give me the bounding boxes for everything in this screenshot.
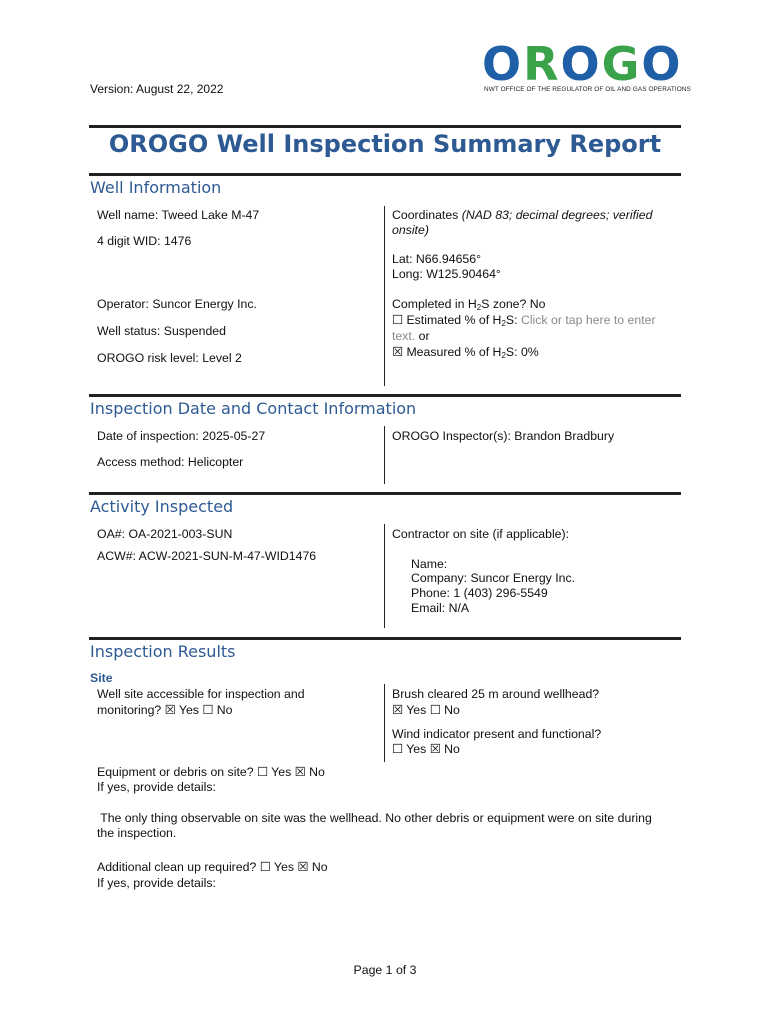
section-rule [89,492,681,495]
measured-h2s: ☒ Measured % of $H_2S$: 0% [392,345,539,360]
estimated-h2s: ☐ Estimated % of $H_2S$: Click or tap here to enter [392,313,656,328]
well-wid: 4 digit WID: 1476 [97,234,192,248]
page-number: Page 1 of 3 [353,963,417,977]
accessible-question: Well site accessible for inspection and [97,687,305,701]
latitude: Lat: N66.94656° [392,252,482,266]
equipment-details-label: If yes, provide details: [97,780,216,794]
oa-number: OA#: OA-2021-003-SUN [97,527,233,541]
inspectors: OROGO Inspector(s): Brandon Bradbury [392,429,615,443]
inspection-date: Date of inspection: 2025-05-27 [97,429,266,443]
contractor-phone: Phone: 1 (403) 296-5549 [411,586,548,600]
coordinates-note: onsite) [392,223,429,237]
section-rule [89,637,681,640]
section-well-information: Well Information [90,178,222,197]
page-title: OROGO Well Inspection Summary Report [108,130,662,158]
wind-answer[interactable]: ☐ Yes ☒ No [392,742,460,756]
equipment-details-text-cont: the inspection. [97,826,177,840]
contractor-label: Contractor on site (if applicable): [392,527,570,541]
section-activity-inspected: Activity Inspected [90,497,234,516]
column-divider [384,426,385,484]
site-label: Site [90,671,113,685]
column-divider [384,206,385,386]
section-inspection-results: Inspection Results [90,642,236,661]
estimated-h2s-input[interactable]: Click or tap here to enter [520,313,656,327]
longitude: Long: W125.90464° [392,267,501,281]
title-rule-top [89,125,681,128]
equipment-details-text: The only thing observable on site was the wellhead. No other debris or equipment were on site during [97,811,652,825]
estimated-h2s-cont: text. or [392,329,430,343]
logo-subtitle: NWT OFFICE OF THE REGULATOR OF OIL AND GAS OPERATIONS [484,86,691,93]
equipment-question[interactable]: Equipment or debris on site? ☐ Yes ☒ No [97,765,325,779]
wind-question: Wind indicator present and functional? [392,727,602,741]
coordinates-label: Coordinates (NAD 83; decimal degrees; verified [392,208,653,222]
well-status: Well status: Suspended [97,324,226,338]
well-name: Well name: Tweed Lake M-47 [97,208,260,222]
cleanup-details-label: If yes, provide details: [97,876,216,890]
title-rule-bottom [89,173,681,176]
accessible-answer[interactable]: monitoring? ☒ Yes ☐ No [97,703,233,717]
h2s-zone: Completed in $H_2S$ zone? No [392,297,546,312]
version-date: Version: August 22, 2022 [90,82,224,96]
column-divider [384,684,385,762]
contractor-company: Company: Suncor Energy Inc. [411,571,576,585]
risk-level: OROGO risk level: Level 2 [97,351,242,365]
cleanup-question[interactable]: Additional clean up required? ☐ Yes ☒ No [97,860,328,874]
brush-answer[interactable]: ☒ Yes ☐ No [392,703,460,717]
section-inspection-date: Inspection Date and Contact Information [90,399,417,418]
contractor-name: Name: [411,557,448,571]
section-rule [89,394,681,397]
operator: Operator: Suncor Energy Inc. [97,297,257,311]
contractor-email: Email: N/A [411,601,470,615]
orogo-logo: OROGO [482,37,683,91]
brush-question: Brush cleared 25 m around wellhead? [392,687,600,701]
column-divider [384,524,385,628]
acw-number: ACW#: ACW-2021-SUN-M-47-WID1476 [97,549,317,563]
access-method: Access method: Helicopter [97,455,244,469]
